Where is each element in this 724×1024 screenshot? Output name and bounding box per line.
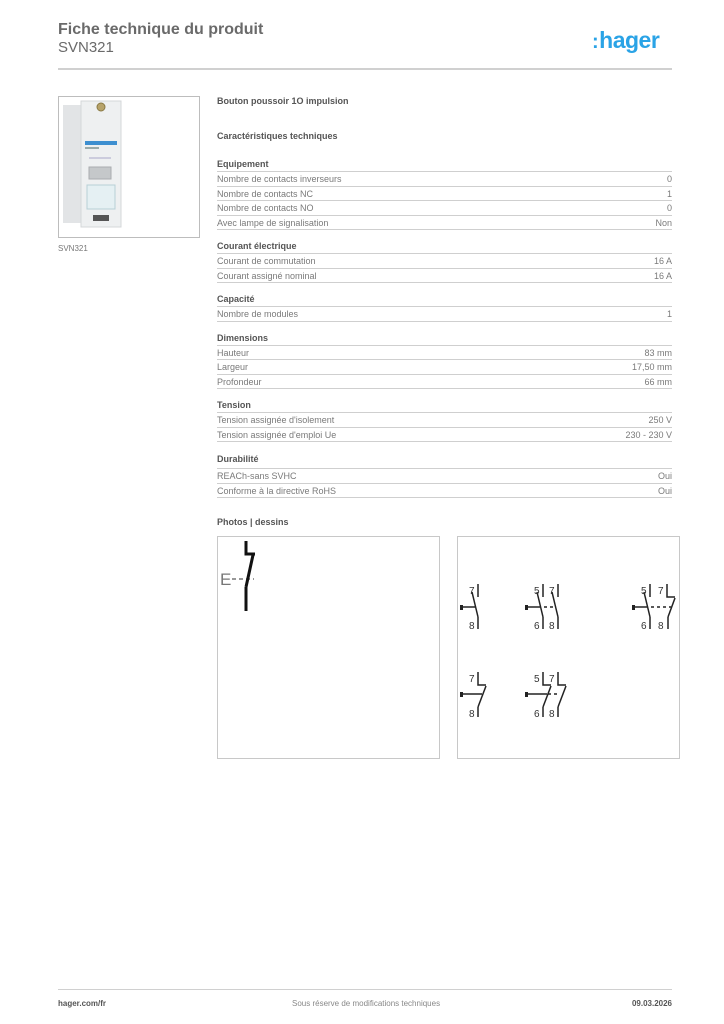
product-description: Bouton poussoir 1O impulsion xyxy=(217,96,349,106)
spec-value: Oui xyxy=(657,485,672,496)
product-image-caption: SVN321 xyxy=(58,244,88,253)
spec-value: 17,50 mm xyxy=(631,362,672,372)
product-image xyxy=(58,96,200,238)
spec-label: Tension assignée d'emploi Ue xyxy=(217,429,337,440)
group-title: Equipement xyxy=(217,158,672,172)
spec-group-capacite xyxy=(217,293,672,322)
spec-row xyxy=(217,201,672,216)
spec-label: Nombre de modules xyxy=(217,309,299,319)
spec-value: Non xyxy=(655,217,672,228)
spec-row xyxy=(217,187,672,202)
spec-row xyxy=(217,375,672,390)
contact-variants-diagram-icon xyxy=(458,537,679,758)
spec-label: Courant assigné nominal xyxy=(217,270,317,281)
spec-group-equipement xyxy=(217,158,672,230)
spec-row xyxy=(217,428,672,443)
drawing-contact-variants xyxy=(457,536,680,759)
footer-date: 09.03.2026 xyxy=(631,999,672,1008)
product-reference: SVN321 xyxy=(58,39,114,56)
terminal-label: 6 xyxy=(534,709,540,720)
spec-row xyxy=(217,469,672,484)
hager-logo xyxy=(592,27,659,54)
terminal-label: 7 xyxy=(658,586,664,597)
spec-value: 1 xyxy=(666,188,672,199)
spec-label: Nombre de contacts NC xyxy=(217,188,314,199)
spec-label: Nombre de contacts inverseurs xyxy=(217,174,342,184)
actuator-label: E xyxy=(220,570,232,589)
terminal-label: 8 xyxy=(549,621,555,632)
terminal-label: 5 xyxy=(641,586,647,597)
spec-value: 66 mm xyxy=(644,376,672,387)
drawing-single-contact xyxy=(217,536,440,759)
spec-row xyxy=(217,172,672,187)
spec-value: 230 - 230 V xyxy=(625,429,672,440)
spec-group-tension xyxy=(217,399,672,442)
spec-value: 83 mm xyxy=(644,347,672,358)
terminal-label: 5 xyxy=(534,674,540,685)
nc-contact-symbol-icon xyxy=(218,537,439,758)
terminal-label: 8 xyxy=(658,621,664,632)
spec-value: 0 xyxy=(666,174,672,184)
spec-label: Nombre de contacts NO xyxy=(217,203,314,213)
footer-disclaimer: Sous réserve de modifications techniques xyxy=(292,999,441,1008)
spec-row xyxy=(217,307,672,322)
spec-value: 250 V xyxy=(648,415,672,425)
spec-label: Conforme à la directive RoHS xyxy=(217,485,337,496)
spec-row xyxy=(217,360,672,375)
spec-group-durabilite xyxy=(217,452,672,498)
group-title: Capacité xyxy=(217,293,672,307)
spec-row xyxy=(217,413,672,428)
terminal-label: 6 xyxy=(534,621,540,632)
terminal-label: 8 xyxy=(469,621,475,632)
footer-divider xyxy=(58,989,672,990)
spec-label: REACh-sans SVHC xyxy=(217,471,297,481)
spec-value: 16 A xyxy=(653,270,672,281)
spec-value: 0 xyxy=(666,203,672,213)
spec-row xyxy=(217,216,672,231)
spec-label: Courant de commutation xyxy=(217,256,316,266)
spec-row xyxy=(217,269,672,284)
push-button-device-icon xyxy=(59,97,199,237)
group-title: Tension xyxy=(217,399,672,413)
terminal-label: 7 xyxy=(549,674,555,685)
group-title: Dimensions xyxy=(217,332,672,346)
terminal-label: 8 xyxy=(469,709,475,720)
terminal-label: 6 xyxy=(641,621,647,632)
terminal-label: 7 xyxy=(469,674,475,685)
section-title: Caractéristiques techniques xyxy=(217,131,338,141)
logo-text: hager xyxy=(599,27,660,53)
spec-value: Oui xyxy=(657,471,672,481)
specifications xyxy=(217,96,672,508)
spec-label: Largeur xyxy=(217,362,249,372)
terminal-label: 7 xyxy=(469,586,475,597)
spec-label: Hauteur xyxy=(217,347,250,358)
header-divider xyxy=(58,68,672,70)
page-title: Fiche technique du produit xyxy=(58,21,264,38)
spec-value: 1 xyxy=(666,309,672,319)
spec-label: Tension assignée d'isolement xyxy=(217,415,335,425)
logo-colon-icon: : xyxy=(592,31,599,53)
terminal-label: 5 xyxy=(534,586,540,597)
terminal-label: 7 xyxy=(549,586,555,597)
spec-row xyxy=(217,484,672,499)
spec-value: 16 A xyxy=(653,256,672,266)
group-title: Durabilité xyxy=(217,452,672,469)
spec-row xyxy=(217,254,672,269)
spec-label: Avec lampe de signalisation xyxy=(217,217,329,228)
spec-group-courant xyxy=(217,240,672,283)
footer-website-link[interactable]: hager.com/fr xyxy=(58,999,107,1008)
spec-group-dimensions xyxy=(217,332,672,390)
group-title: Courant électrique xyxy=(217,240,672,254)
photos-section-title: Photos | dessins xyxy=(217,517,289,527)
spec-label: Profondeur xyxy=(217,376,262,387)
terminal-label: 8 xyxy=(549,709,555,720)
spec-row xyxy=(217,346,672,361)
